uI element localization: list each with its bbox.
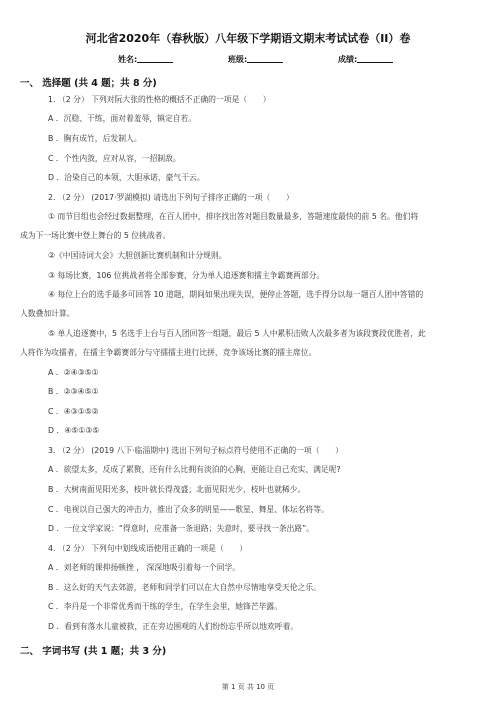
name-field[interactable] — [118, 54, 137, 65]
question-1-option-d: D ．洽染自己的本领，大胆承诺，豪气干云。 — [48, 173, 205, 182]
page-title: 河北省2020年（春秋版）八年级下学期语文期末考试试卷（II）卷 — [85, 32, 411, 45]
question-3-option-b: B ．大树南面见阳光多，枝叶就长得茂盛；北面见阳光少，枝叶也就稀少。 — [48, 485, 306, 494]
question-4-option-c: C ．李丹是一个非常优秀而干练的学生，在学生会里，她锋芒毕露。 — [48, 602, 283, 611]
section-heading-choice: 一、 选择题 (共 4 题；共 8 分) — [20, 78, 157, 89]
question-3-option-d: D ．一位文学家说：“得意时，应准备一条退路；失意时，要寻找一条出路”。 — [48, 524, 315, 533]
question-1-option-b: B ．胸有成竹，后发制人。 — [48, 134, 142, 143]
page-footer: 第 1 页 共 10 页 — [221, 683, 275, 691]
question-4-option-b: B ．这么好的天气去郊游，老师和同学们可以在大自然中尽情地享受天伦之乐。 — [48, 583, 321, 592]
question-4-stem: 4. （2 分） 下列句中划线成语使用正确的一项是（ ） — [48, 544, 248, 553]
question-2-option-a: A ．②④③⑤① — [48, 368, 99, 377]
class-label: 班级: — [228, 55, 248, 64]
score-underline[interactable] — [357, 54, 393, 63]
question-1-option-c: C ．个性内敛，应对从容，一招制敌。 — [48, 154, 181, 163]
question-1-option-a: A ．沉稳、干练，面对着羞辱，镇定自若。 — [48, 114, 197, 123]
question-3-stem: 3. （2 分） (2019 八下·临淄期中) 选出下列句子标点符号使用不正确的一项（ ） — [48, 446, 343, 455]
question-2-sentence-2: ②《中国诗词大会》大胆创新比赛机制和计分规则。 — [48, 251, 227, 260]
question-2-option-d: D ．④⑤①③⑤ — [48, 426, 100, 435]
score-label: 成绩: — [338, 55, 358, 64]
score-field[interactable] — [338, 54, 357, 65]
question-2-sentence-3: ③ 每场比赛，106 位挑战者将全部参赛，分为单人追逐赛和擂主争霸赛两部分。 — [48, 271, 325, 280]
question-3-option-c: C ．电视以自己强大的冲击力，推出了众多的明星——歌星、舞星、体坛名将等。 — [48, 505, 329, 514]
question-2-stem: 2. （2 分） (2017·罗湖模拟) 请选出下列句子排序正确的一项（ ） — [48, 193, 294, 202]
class-underline[interactable] — [247, 54, 283, 63]
question-2-option-c: C ．④③①⑤② — [48, 407, 99, 416]
question-2-sentence-4: ④ 每位上台的选手最多可回答 10 道题，期间如果出现失误，便停止答题，选手得分以每一题百人团中答错的 — [48, 290, 424, 299]
question-3-option-a: A ．欲望太多，反成了累赘，还有什么比拥有淡泊的心胸，更能让自己充实、满足呢? — [48, 465, 341, 474]
section-heading-writing: 二、 字词书写 (共 1 题；共 3 分) — [20, 646, 167, 657]
question-2-sentence-1-cont: 成为下一场比赛中登上舞台的 5 位挑战者。 — [20, 231, 171, 240]
question-2-sentence-5: ⑤ 单人追逐赛中，5 名选手上台与百人团回答一组题，最后 5 人中累积击败人次最多者为该段赛段优胜者，此 — [48, 329, 426, 338]
name-label: 姓名: — [118, 55, 138, 64]
name-underline[interactable] — [137, 54, 173, 63]
question-2-option-b: B ．②③④⑤① — [48, 387, 99, 396]
question-2-sentence-4-cont: 人数叠加计算。 — [20, 309, 75, 318]
question-1-stem: 1. （2 分） 下列对阮大张的性格的概括不正确的一项是（ ） — [48, 95, 271, 104]
class-field[interactable] — [228, 54, 247, 65]
question-2-sentence-5-cont: 人将作为攻擂者，在擂主争霸赛部分与守擂擂主进行比拼，竞争该场比赛的擂主席位。 — [20, 348, 317, 357]
question-4-option-a: A ．刘老师的课抑扬顿挫 ， 深深地吸引着每一个同学。 — [48, 563, 241, 572]
question-2-sentence-1: ① 而节目组也会经过数据整理，在百人团中，排序找出答对题目数量最多，答题速度最快的前 5 名。他们将 — [48, 212, 419, 221]
question-4-option-d: D ．看到有落水儿童被救，正在旁边围观的人们纷纷忘乎所以地欢呼着。 — [48, 622, 299, 631]
